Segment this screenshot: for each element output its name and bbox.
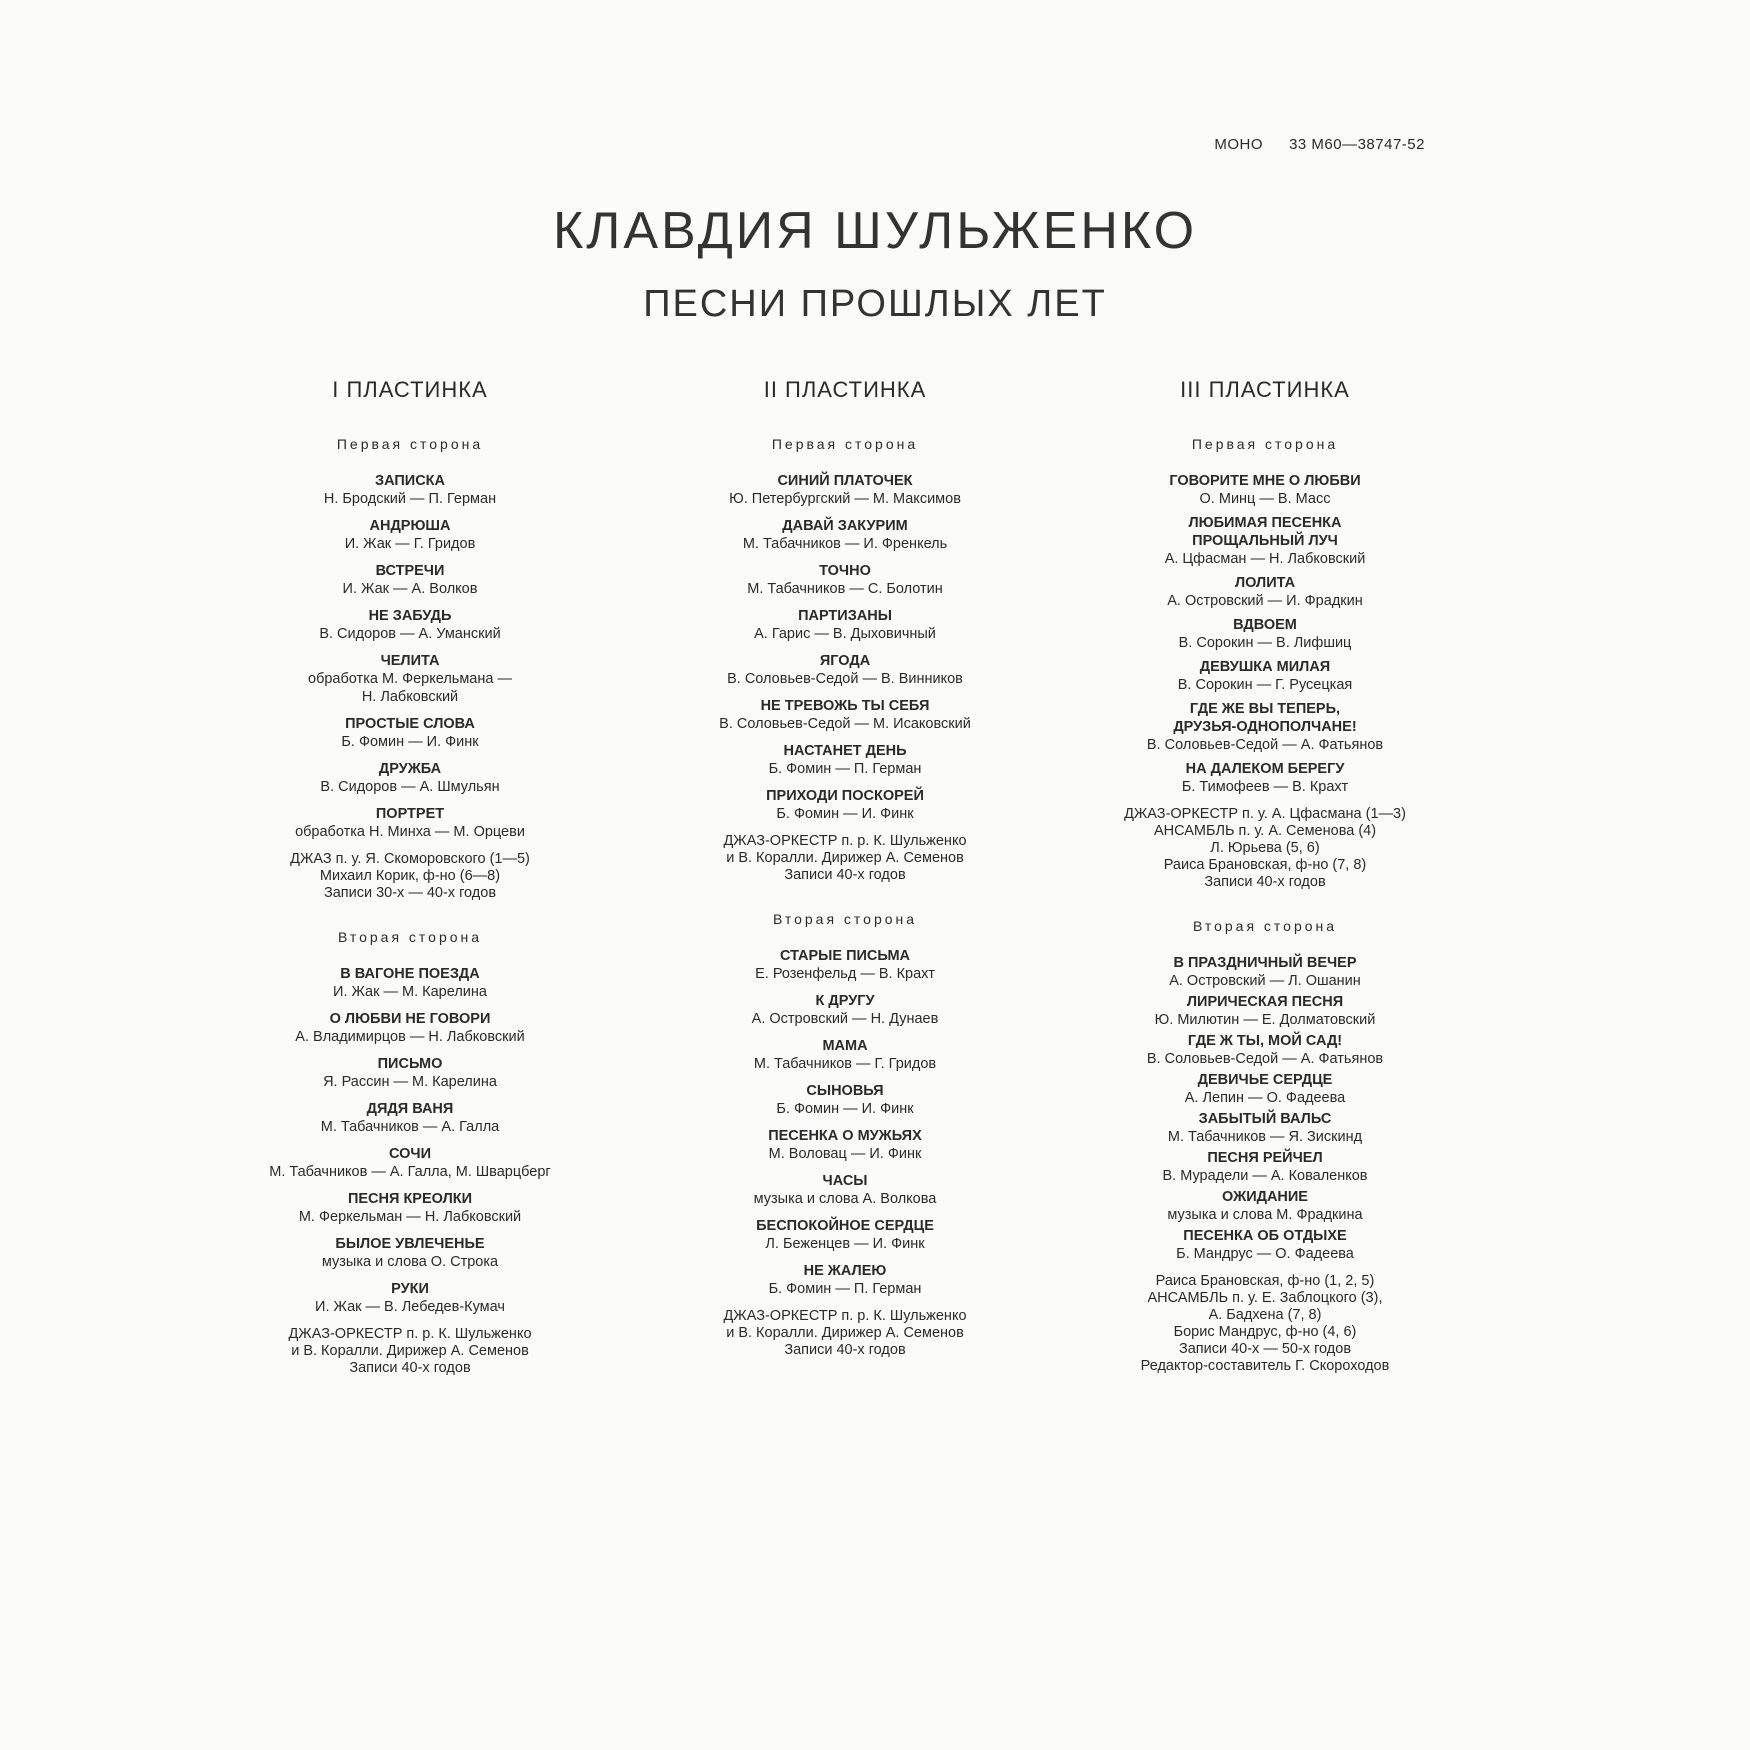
performer-line: Записи 40-х годов (784, 1342, 906, 1358)
track-item (190, 1010, 630, 1046)
catalog-info (1214, 136, 1425, 153)
song-authors: В. Мурадели — А. Коваленков (1162, 1168, 1368, 1184)
track-item (190, 1190, 630, 1226)
track-item (190, 472, 630, 508)
track-item (625, 697, 1065, 733)
song-authors: М. Табачников — И. Френкель (742, 536, 948, 552)
track-item (190, 607, 630, 643)
track-item (1045, 1188, 1485, 1224)
song-title: ДЕВУШКА МИЛАЯ (1199, 659, 1331, 675)
track-item (190, 1145, 630, 1181)
track-item (190, 562, 630, 598)
track-item (625, 562, 1065, 598)
song-authors: А. Островский — И. Фрадкин (1167, 593, 1363, 609)
song-title: НЕ ЖАЛЕЮ (803, 1263, 887, 1279)
track-item (1045, 993, 1485, 1029)
track-item (1045, 1227, 1485, 1263)
disc-1-column (190, 375, 630, 1377)
song-title: ДРУЖБА (378, 761, 442, 777)
track-item (190, 760, 630, 796)
performer-line: и В. Коралли. Дирижер А. Семенов (291, 1343, 529, 1359)
song-title: СИНИЙ ПЛАТОЧЕК (777, 473, 913, 489)
track-item (190, 517, 630, 553)
song-authors: В. Сорокин — В. Лифшиц (1178, 635, 1352, 651)
track-item (625, 1262, 1065, 1298)
track-item (1045, 574, 1485, 610)
song-title: ЯГОДА (819, 653, 871, 669)
track-item (190, 965, 630, 1001)
song-title: ЛОЛИТА (1234, 575, 1296, 591)
song-authors: В. Соловьев-Седой — А. Фатьянов (1146, 737, 1384, 753)
song-title: СТАРЫЕ ПИСЬМА (779, 948, 911, 964)
side-label: Первая сторона (771, 436, 919, 452)
track-item (625, 1082, 1065, 1118)
track-item (625, 607, 1065, 643)
song-authors: И. Жак — М. Карелина (333, 984, 487, 1000)
song-title: ДЕВИЧЬЕ СЕРДЦЕ (1197, 1072, 1333, 1088)
track-item (625, 517, 1065, 553)
performer-line: Раиса Брановская, ф-но (1, 2, 5) (1155, 1273, 1375, 1289)
performer-line: Записи 40-х годов (1204, 874, 1326, 890)
track-item (190, 715, 630, 751)
track-item (625, 1127, 1065, 1163)
performer-line: ДЖАЗ п. у. Я. Скоморовского (1—5) (290, 851, 530, 867)
song-title: ПЕСЕНКА ОБ ОТДЫХЕ (1183, 1228, 1347, 1244)
song-title: ДЯДЯ ВАНЯ (366, 1101, 454, 1117)
track-item (625, 992, 1065, 1028)
song-title: ВДВОЕМ (1233, 617, 1297, 633)
song-title: К ДРУГУ (815, 993, 875, 1009)
song-title-cont: ДРУЗЬЯ-ОДНОПОЛЧАНЕ! (1173, 719, 1357, 735)
track-item (625, 787, 1065, 823)
performer-line: ДЖАЗ-ОРКЕСТР п. р. К. Шульженко (723, 833, 967, 849)
performer-line: Борис Мандрус, ф-но (4, 6) (1173, 1324, 1357, 1340)
song-authors: М. Табачников — Я. Зискинд (1167, 1129, 1363, 1145)
performer-line: Записи 40-х — 50-х годов (1178, 1341, 1352, 1357)
song-title: ДАВАЙ ЗАКУРИМ (782, 518, 908, 534)
catalog-number: 33 М60—38747-52 (1289, 136, 1425, 153)
song-title: В ВАГОНЕ ПОЕЗДА (340, 966, 480, 982)
song-title: НЕ ТРЕВОЖЬ ТЫ СЕБЯ (760, 698, 930, 714)
song-title: ЗАБЫТЫЙ ВАЛЬС (1198, 1111, 1332, 1127)
song-authors: М. Табачников — А. Галла, М. Шварцберг (269, 1164, 551, 1180)
song-authors-cont: Н. Лабковский (361, 689, 459, 705)
song-authors: В. Соловьев-Седой — А. Фатьянов (1146, 1051, 1384, 1067)
track-item (1045, 1149, 1485, 1185)
track-item (190, 805, 630, 841)
track-item (190, 1100, 630, 1136)
song-authors: В. Соловьев-Седой — В. Винников (727, 671, 963, 687)
song-title: О ЛЮБВИ НЕ ГОВОРИ (329, 1011, 491, 1027)
song-title: ЗАПИСКА (374, 473, 445, 489)
track-item (1045, 616, 1485, 652)
side-label: Вторая сторона (772, 911, 918, 927)
song-title: ПАРТИЗАНЫ (798, 608, 892, 624)
song-authors: музыка и слова О. Строка (321, 1254, 499, 1270)
track-item (190, 1235, 630, 1271)
song-authors: М. Воловац — И. Финк (768, 1146, 922, 1162)
performer-line: Записи 30-х — 40-х годов (323, 885, 497, 901)
track-item (1045, 1032, 1485, 1068)
song-authors: Б. Фомин — П. Герман (768, 761, 922, 777)
track-item (625, 947, 1065, 983)
song-authors: Б. Мандрус — О. Фадеева (1176, 1246, 1354, 1262)
song-authors: Б. Фомин — П. Герман (768, 1281, 922, 1297)
performer-line: ДЖАЗ-ОРКЕСТР п. у. А. Цфасмана (1—3) (1124, 806, 1406, 822)
side-label: Первая сторона (336, 436, 484, 452)
song-authors: Ю. Милютин — Е. Долматовский (1154, 1012, 1376, 1028)
track-item (190, 1280, 630, 1316)
performer-line: АНСАМБЛЬ п. у. Е. Заблоцкого (3), (1147, 1290, 1383, 1306)
song-authors: Ю. Петербургский — М. Максимов (729, 491, 961, 507)
song-authors: А. Островский — Л. Ошанин (1169, 973, 1361, 989)
song-title: ПРИХОДИ ПОСКОРЕЙ (766, 788, 924, 804)
song-title: ЛЮБИМАЯ ПЕСЕНКА (1188, 515, 1342, 531)
song-authors: А. Лепин — О. Фадеева (1184, 1090, 1346, 1106)
song-title: ОЖИДАНИЕ (1222, 1189, 1308, 1205)
song-title: ТОЧНО (819, 563, 871, 579)
performer-line: Редактор-составитель Г. Скороходов (1140, 1358, 1390, 1374)
track-item (1045, 760, 1485, 796)
track-item (625, 472, 1065, 508)
song-authors: Л. Беженцев — И. Финк (765, 1236, 925, 1252)
performer-line: Михаил Корик, ф-но (6—8) (319, 868, 501, 884)
album-title: ПЕСНИ ПРОШЛЫХ ЛЕТ (643, 283, 1107, 325)
performer-line: Раиса Брановская, ф-но (7, 8) (1163, 857, 1367, 873)
song-title: ЛИРИЧЕСКАЯ ПЕСНЯ (1186, 994, 1344, 1010)
track-item (1045, 1110, 1485, 1146)
song-authors: В. Сидоров — А. Уманский (319, 626, 501, 642)
song-authors: Я. Рассин — М. Карелина (323, 1074, 497, 1090)
performer-line: ДЖАЗ-ОРКЕСТР п. р. К. Шульженко (723, 1308, 967, 1324)
performers-credits (1045, 1273, 1485, 1375)
song-authors: И. Жак — Г. Гридов (344, 536, 476, 552)
song-authors: Б. Фомин — И. Финк (776, 806, 914, 822)
disc-title: II ПЛАСТИНКА (763, 377, 927, 402)
song-authors: А. Гарис — В. Дыховичный (754, 626, 936, 642)
song-authors: обработка Н. Минха — М. Орцеви (295, 824, 525, 840)
disc-title: I ПЛАСТИНКА (332, 377, 488, 402)
song-title: АНДРЮША (369, 518, 451, 534)
song-authors: М. Феркельман — Н. Лабковский (298, 1209, 522, 1225)
song-authors: Е. Розенфельд — В. Крахт (755, 966, 935, 982)
performers-credits (625, 833, 1065, 884)
disc-title: III ПЛАСТИНКА (1180, 377, 1350, 402)
performers-credits (190, 851, 630, 902)
performer-line: Записи 40-х годов (784, 867, 906, 883)
performer-line: и В. Коралли. Дирижер А. Семенов (726, 850, 964, 866)
song-title: СЫНОВЬЯ (806, 1083, 884, 1099)
song-title: МАМА (822, 1038, 868, 1054)
song-title-cont: ПРОЩАЛЬНЫЙ ЛУЧ (1192, 533, 1338, 549)
song-authors: В. Сорокин — Г. Русецкая (1177, 677, 1353, 693)
performer-line: А. Бадхена (7, 8) (1208, 1307, 1322, 1323)
song-title: СОЧИ (389, 1146, 431, 1162)
track-item (1045, 514, 1485, 568)
performer-line: Л. Юрьева (5, 6) (1210, 840, 1320, 856)
song-title: БЕСПОКОЙНОЕ СЕРДЦЕ (756, 1218, 934, 1234)
track-item (1045, 700, 1485, 754)
performer-line: АНСАМБЛЬ п. у. А. Семенова (4) (1153, 823, 1377, 839)
track-item (1045, 472, 1485, 508)
performers-credits (1045, 806, 1485, 891)
song-title: НА ДАЛЕКОМ БЕРЕГУ (1185, 761, 1345, 777)
song-authors: А. Цфасман — Н. Лабковский (1164, 551, 1366, 567)
song-authors: В. Соловьев-Седой — М. Исаковский (719, 716, 971, 732)
performers-credits (625, 1308, 1065, 1359)
song-title: ПРОСТЫЕ СЛОВА (345, 716, 475, 732)
song-authors: А. Владимирцов — Н. Лабковский (295, 1029, 525, 1045)
song-title: ПИСЬМО (377, 1056, 443, 1072)
track-item (625, 1172, 1065, 1208)
track-item (625, 1037, 1065, 1073)
song-authors: А. Островский — Н. Дунаев (751, 1011, 939, 1027)
song-title: ВСТРЕЧИ (375, 563, 445, 579)
song-authors: Б. Фомин — И. Финк (341, 734, 479, 750)
song-authors: Б. Фомин — И. Финк (776, 1101, 914, 1117)
song-authors: И. Жак — В. Лебедев-Кумач (315, 1299, 505, 1315)
song-title: ГДЕ ЖЕ ВЫ ТЕПЕРЬ, (1189, 701, 1341, 717)
track-item (625, 652, 1065, 688)
side-label: Вторая сторона (1192, 918, 1338, 934)
song-authors: музыка и слова М. Фрадкина (1167, 1207, 1363, 1223)
track-item (1045, 658, 1485, 694)
song-authors: М. Табачников — А. Галла (320, 1119, 500, 1135)
track-item (1045, 954, 1485, 990)
song-title: НЕ ЗАБУДЬ (368, 608, 452, 624)
performers-credits (190, 1326, 630, 1377)
song-title: ЧАСЫ (822, 1173, 868, 1189)
track-item (625, 742, 1065, 778)
song-authors: Б. Тимофеев — В. Крахт (1181, 779, 1349, 795)
song-title: ПЕСЕНКА О МУЖЬЯХ (768, 1128, 922, 1144)
song-authors: М. Табачников — С. Болотин (747, 581, 943, 597)
disc-2-column (625, 375, 1065, 1359)
song-authors: обработка М. Феркельмана — (308, 671, 512, 687)
performer-line: и В. Коралли. Дирижер А. Семенов (726, 1325, 964, 1341)
track-item (190, 652, 630, 706)
song-title: ПЕСНЯ РЕЙЧЕЛ (1207, 1150, 1323, 1166)
song-authors: И. Жак — А. Волков (342, 581, 478, 597)
track-item (190, 1055, 630, 1091)
song-authors: музыка и слова А. Волкова (753, 1191, 937, 1207)
track-item (1045, 1071, 1485, 1107)
song-authors: Н. Бродский — П. Герман (323, 491, 497, 507)
song-title: БЫЛОЕ УВЛЕЧЕНЬЕ (335, 1236, 485, 1252)
disc-3-column (1045, 375, 1485, 1375)
performer-line: Записи 40-х годов (349, 1360, 471, 1376)
mono-label: МОНО (1214, 136, 1264, 153)
song-title: ГОВОРИТЕ МНЕ О ЛЮБВИ (1169, 473, 1361, 489)
track-item (625, 1217, 1065, 1253)
song-title: НАСТАНЕТ ДЕНЬ (783, 743, 907, 759)
song-title: В ПРАЗДНИЧНЫЙ ВЕЧЕР (1173, 955, 1357, 971)
song-title: ЧЕЛИТА (380, 653, 440, 669)
song-title: ГДЕ Ж ТЫ, МОЙ САД! (1187, 1033, 1343, 1049)
song-authors: М. Табачников — Г. Гридов (753, 1056, 937, 1072)
side-label: Первая сторона (1191, 436, 1339, 452)
song-authors: В. Сидоров — А. Шмульян (320, 779, 500, 795)
song-authors: О. Минц — В. Масс (1199, 491, 1331, 507)
album-artist: КЛАВДИЯ ШУЛЬЖЕНКО (552, 202, 1198, 260)
performer-line: ДЖАЗ-ОРКЕСТР п. р. К. Шульженко (288, 1326, 532, 1342)
song-title: РУКИ (391, 1281, 429, 1297)
side-label: Вторая сторона (337, 929, 483, 945)
song-title: ПОРТРЕТ (375, 806, 445, 822)
song-title: ПЕСНЯ КРЕОЛКИ (347, 1191, 473, 1207)
